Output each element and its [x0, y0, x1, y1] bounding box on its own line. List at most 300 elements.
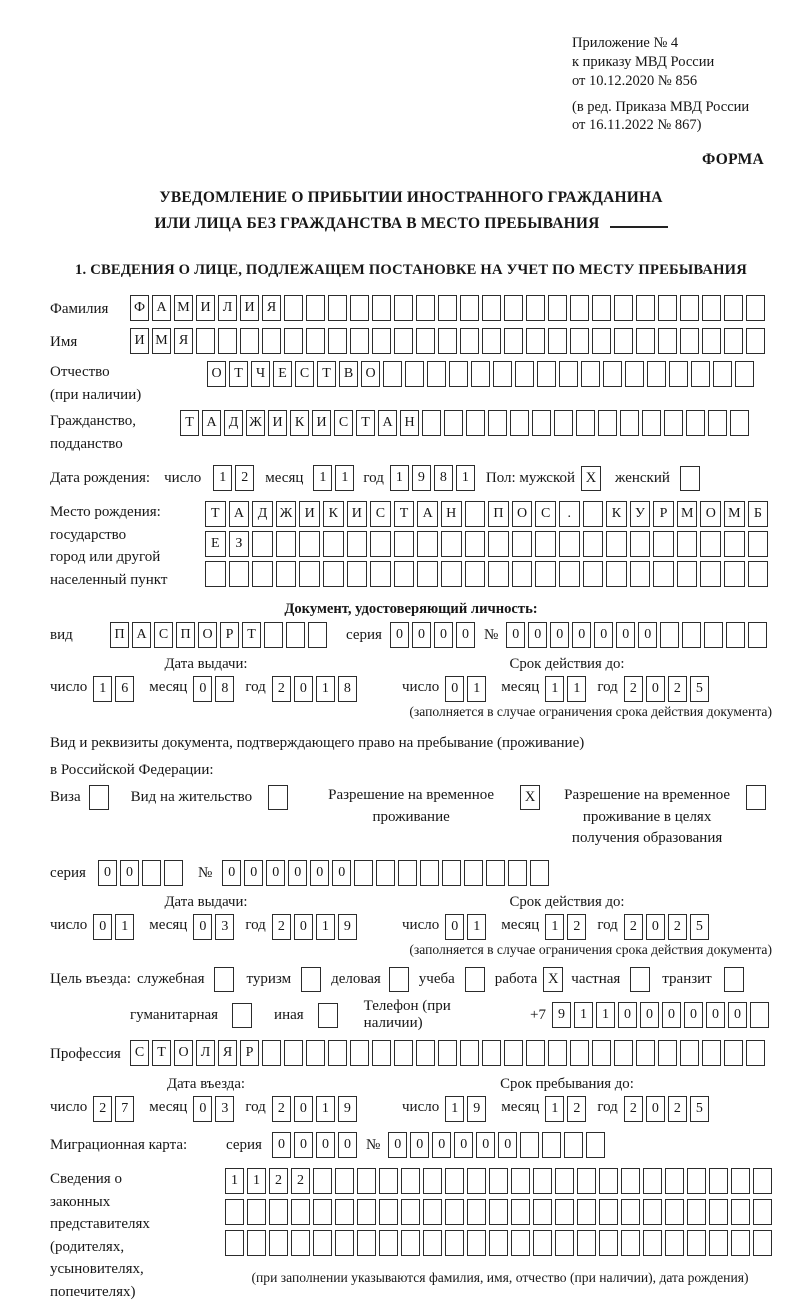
char-box[interactable]: 8: [215, 676, 234, 702]
char-box[interactable]: [291, 1199, 310, 1225]
char-box[interactable]: 0: [498, 1132, 517, 1158]
char-box[interactable]: [621, 1168, 640, 1194]
char-box[interactable]: [372, 1040, 391, 1066]
char-box[interactable]: 2: [668, 1096, 687, 1122]
char-box[interactable]: [748, 561, 769, 587]
char-box[interactable]: 0: [310, 860, 329, 886]
char-box[interactable]: 1: [316, 1096, 335, 1122]
char-box[interactable]: [614, 1040, 633, 1066]
char-box[interactable]: 5: [690, 914, 709, 940]
char-box[interactable]: 0: [316, 1132, 335, 1158]
char-box[interactable]: [548, 1040, 567, 1066]
char-box[interactable]: [559, 561, 580, 587]
purpose-opt-business-checkbox[interactable]: [214, 967, 234, 992]
char-box[interactable]: 7: [115, 1096, 134, 1122]
char-box[interactable]: 1: [115, 914, 134, 940]
char-box[interactable]: [379, 1168, 398, 1194]
char-box[interactable]: [724, 561, 745, 587]
char-box[interactable]: [328, 295, 347, 321]
char-box[interactable]: [570, 295, 589, 321]
char-box[interactable]: [726, 622, 745, 648]
char-box[interactable]: 0: [332, 860, 351, 886]
char-box[interactable]: С: [130, 1040, 149, 1066]
char-box[interactable]: П: [110, 622, 129, 648]
char-box[interactable]: [444, 410, 463, 436]
char-box[interactable]: [559, 361, 578, 387]
char-box[interactable]: [512, 531, 533, 557]
char-box[interactable]: [482, 1040, 501, 1066]
char-box[interactable]: [564, 1132, 583, 1158]
char-box[interactable]: [252, 531, 273, 557]
char-box[interactable]: [511, 1230, 530, 1256]
char-box[interactable]: [746, 1040, 765, 1066]
char-box[interactable]: С: [295, 361, 314, 387]
char-box[interactable]: [335, 1230, 354, 1256]
char-box[interactable]: [592, 328, 611, 354]
char-box[interactable]: [526, 328, 545, 354]
char-box[interactable]: [653, 531, 674, 557]
char-box[interactable]: 0: [193, 1096, 212, 1122]
char-box[interactable]: С: [334, 410, 353, 436]
char-box[interactable]: [394, 1040, 413, 1066]
char-box[interactable]: [512, 561, 533, 587]
char-box[interactable]: 0: [550, 622, 569, 648]
char-box[interactable]: 9: [338, 1096, 357, 1122]
char-box[interactable]: [269, 1199, 288, 1225]
char-box[interactable]: [465, 531, 486, 557]
char-box[interactable]: Л: [196, 1040, 215, 1066]
char-box[interactable]: [665, 1230, 684, 1256]
char-box[interactable]: Я: [218, 1040, 237, 1066]
char-box[interactable]: Т: [394, 501, 415, 527]
char-box[interactable]: [262, 1040, 281, 1066]
char-box[interactable]: М: [724, 501, 745, 527]
char-box[interactable]: 0: [120, 860, 139, 886]
char-box[interactable]: Т: [152, 1040, 171, 1066]
char-box[interactable]: [520, 1132, 539, 1158]
char-box[interactable]: [576, 410, 595, 436]
char-box[interactable]: 0: [272, 1132, 291, 1158]
char-box[interactable]: [441, 561, 462, 587]
char-box[interactable]: [350, 1040, 369, 1066]
char-box[interactable]: 0: [294, 1096, 313, 1122]
char-box[interactable]: [533, 1168, 552, 1194]
char-box[interactable]: [460, 295, 479, 321]
char-box[interactable]: [636, 295, 655, 321]
char-box[interactable]: 0: [222, 860, 241, 886]
char-box[interactable]: [308, 622, 327, 648]
char-box[interactable]: [724, 1040, 743, 1066]
char-box[interactable]: [225, 1199, 244, 1225]
char-box[interactable]: [376, 860, 395, 886]
char-box[interactable]: 0: [506, 622, 525, 648]
char-box[interactable]: Р: [653, 501, 674, 527]
char-box[interactable]: 1: [313, 465, 332, 491]
char-box[interactable]: 2: [624, 914, 643, 940]
char-box[interactable]: 0: [294, 1132, 313, 1158]
char-box[interactable]: [504, 295, 523, 321]
char-box[interactable]: 0: [616, 622, 635, 648]
char-box[interactable]: И: [268, 410, 287, 436]
char-box[interactable]: 1: [316, 914, 335, 940]
char-box[interactable]: [398, 860, 417, 886]
char-box[interactable]: 1: [545, 1096, 564, 1122]
char-box[interactable]: 2: [272, 676, 291, 702]
char-box[interactable]: [555, 1230, 574, 1256]
char-box[interactable]: Д: [224, 410, 243, 436]
char-box[interactable]: [218, 328, 237, 354]
sex-male-checkbox[interactable]: X: [581, 466, 601, 491]
purpose-opt-humanitarian-checkbox[interactable]: [232, 1003, 252, 1028]
char-box[interactable]: 0: [640, 1002, 659, 1028]
char-box[interactable]: [164, 860, 183, 886]
char-box[interactable]: [423, 1168, 442, 1194]
char-box[interactable]: [229, 561, 250, 587]
char-box[interactable]: [464, 860, 483, 886]
char-box[interactable]: И: [347, 501, 368, 527]
char-box[interactable]: [471, 361, 490, 387]
char-box[interactable]: 1: [247, 1168, 266, 1194]
char-box[interactable]: [532, 410, 551, 436]
char-box[interactable]: [708, 410, 727, 436]
char-box[interactable]: [423, 1230, 442, 1256]
char-box[interactable]: [630, 531, 651, 557]
char-box[interactable]: [449, 361, 468, 387]
char-box[interactable]: [700, 561, 721, 587]
char-box[interactable]: [488, 561, 509, 587]
char-box[interactable]: [753, 1168, 772, 1194]
char-box[interactable]: 2: [567, 1096, 586, 1122]
char-box[interactable]: 0: [388, 1132, 407, 1158]
char-box[interactable]: [445, 1168, 464, 1194]
char-box[interactable]: [291, 1230, 310, 1256]
char-box[interactable]: [372, 295, 391, 321]
char-box[interactable]: [417, 561, 438, 587]
char-box[interactable]: [438, 328, 457, 354]
char-box[interactable]: [731, 1230, 750, 1256]
char-box[interactable]: [460, 328, 479, 354]
purpose-opt-other-checkbox[interactable]: [318, 1003, 338, 1028]
char-box[interactable]: 2: [269, 1168, 288, 1194]
char-box[interactable]: 0: [706, 1002, 725, 1028]
char-box[interactable]: [511, 1199, 530, 1225]
char-box[interactable]: [753, 1199, 772, 1225]
char-box[interactable]: 0: [646, 914, 665, 940]
char-box[interactable]: [423, 1199, 442, 1225]
char-box[interactable]: [394, 328, 413, 354]
char-box[interactable]: В: [339, 361, 358, 387]
char-box[interactable]: 5: [690, 676, 709, 702]
char-box[interactable]: С: [154, 622, 173, 648]
char-box[interactable]: [598, 410, 617, 436]
char-box[interactable]: [642, 410, 661, 436]
char-box[interactable]: Ж: [246, 410, 265, 436]
char-box[interactable]: 0: [338, 1132, 357, 1158]
char-box[interactable]: [466, 410, 485, 436]
char-box[interactable]: 0: [728, 1002, 747, 1028]
char-box[interactable]: 1: [390, 465, 409, 491]
char-box[interactable]: [225, 1230, 244, 1256]
char-box[interactable]: [658, 328, 677, 354]
char-box[interactable]: У: [630, 501, 651, 527]
char-box[interactable]: 2: [291, 1168, 310, 1194]
char-box[interactable]: [586, 1132, 605, 1158]
char-box[interactable]: [284, 1040, 303, 1066]
char-box[interactable]: [658, 295, 677, 321]
char-box[interactable]: 0: [456, 622, 475, 648]
char-box[interactable]: [620, 410, 639, 436]
char-box[interactable]: [306, 1040, 325, 1066]
char-box[interactable]: [709, 1168, 728, 1194]
char-box[interactable]: [577, 1230, 596, 1256]
char-box[interactable]: [682, 622, 701, 648]
char-box[interactable]: [482, 328, 501, 354]
char-box[interactable]: [394, 295, 413, 321]
char-box[interactable]: [687, 1199, 706, 1225]
char-box[interactable]: [592, 295, 611, 321]
char-box[interactable]: 1: [596, 1002, 615, 1028]
char-box[interactable]: [422, 410, 441, 436]
char-box[interactable]: [583, 531, 604, 557]
char-box[interactable]: [724, 328, 743, 354]
char-box[interactable]: [680, 328, 699, 354]
char-box[interactable]: Р: [220, 622, 239, 648]
sex-female-checkbox[interactable]: [680, 466, 700, 491]
char-box[interactable]: [504, 1040, 523, 1066]
char-box[interactable]: 2: [93, 1096, 112, 1122]
char-box[interactable]: Е: [273, 361, 292, 387]
char-box[interactable]: [577, 1199, 596, 1225]
char-box[interactable]: [583, 561, 604, 587]
char-box[interactable]: [335, 1168, 354, 1194]
char-box[interactable]: [533, 1199, 552, 1225]
char-box[interactable]: [427, 361, 446, 387]
char-box[interactable]: [262, 328, 281, 354]
char-box[interactable]: 2: [668, 914, 687, 940]
char-box[interactable]: 1: [467, 914, 486, 940]
char-box[interactable]: [416, 295, 435, 321]
char-box[interactable]: [313, 1168, 332, 1194]
char-box[interactable]: [535, 561, 556, 587]
char-box[interactable]: [420, 860, 439, 886]
char-box[interactable]: 0: [410, 1132, 429, 1158]
char-box[interactable]: [548, 295, 567, 321]
char-box[interactable]: [405, 361, 424, 387]
char-box[interactable]: [394, 531, 415, 557]
char-box[interactable]: М: [152, 328, 171, 354]
char-box[interactable]: [680, 1040, 699, 1066]
char-box[interactable]: [284, 328, 303, 354]
char-box[interactable]: [555, 1168, 574, 1194]
char-box[interactable]: А: [202, 410, 221, 436]
char-box[interactable]: [467, 1199, 486, 1225]
char-box[interactable]: [709, 1199, 728, 1225]
char-box[interactable]: [533, 1230, 552, 1256]
char-box[interactable]: Т: [205, 501, 226, 527]
char-box[interactable]: [735, 361, 754, 387]
char-box[interactable]: Я: [174, 328, 193, 354]
char-box[interactable]: 1: [456, 465, 475, 491]
char-box[interactable]: [592, 1040, 611, 1066]
char-box[interactable]: И: [130, 328, 149, 354]
char-box[interactable]: И: [240, 295, 259, 321]
char-box[interactable]: [252, 561, 273, 587]
char-box[interactable]: [467, 1230, 486, 1256]
char-box[interactable]: [599, 1199, 618, 1225]
char-box[interactable]: [372, 328, 391, 354]
char-box[interactable]: [438, 295, 457, 321]
char-box[interactable]: Т: [242, 622, 261, 648]
char-box[interactable]: [276, 561, 297, 587]
char-box[interactable]: И: [299, 501, 320, 527]
char-box[interactable]: 0: [432, 1132, 451, 1158]
char-box[interactable]: [709, 1230, 728, 1256]
char-box[interactable]: [401, 1168, 420, 1194]
char-box[interactable]: 0: [454, 1132, 473, 1158]
char-box[interactable]: К: [323, 501, 344, 527]
char-box[interactable]: [691, 361, 710, 387]
char-box[interactable]: [370, 561, 391, 587]
char-box[interactable]: 2: [235, 465, 254, 491]
char-box[interactable]: 1: [225, 1168, 244, 1194]
char-box[interactable]: [511, 1168, 530, 1194]
char-box[interactable]: 9: [412, 465, 431, 491]
purpose-opt-commercial-checkbox[interactable]: [389, 967, 409, 992]
char-box[interactable]: 0: [594, 622, 613, 648]
char-box[interactable]: [530, 860, 549, 886]
char-box[interactable]: 0: [193, 676, 212, 702]
char-box[interactable]: 9: [467, 1096, 486, 1122]
char-box[interactable]: 2: [624, 676, 643, 702]
char-box[interactable]: [493, 361, 512, 387]
char-box[interactable]: [354, 860, 373, 886]
char-box[interactable]: 0: [445, 914, 464, 940]
char-box[interactable]: [570, 1040, 589, 1066]
char-box[interactable]: [510, 410, 529, 436]
char-box[interactable]: [379, 1199, 398, 1225]
char-box[interactable]: О: [512, 501, 533, 527]
char-box[interactable]: Н: [400, 410, 419, 436]
char-box[interactable]: [357, 1199, 376, 1225]
char-box[interactable]: [537, 361, 556, 387]
char-box[interactable]: [299, 561, 320, 587]
char-box[interactable]: [750, 1002, 769, 1028]
char-box[interactable]: 0: [646, 676, 665, 702]
char-box[interactable]: [488, 531, 509, 557]
char-box[interactable]: П: [488, 501, 509, 527]
char-box[interactable]: [606, 561, 627, 587]
char-box[interactable]: 3: [215, 914, 234, 940]
residence-permit-checkbox[interactable]: [268, 785, 288, 810]
char-box[interactable]: [665, 1199, 684, 1225]
char-box[interactable]: Ч: [251, 361, 270, 387]
char-box[interactable]: [247, 1230, 266, 1256]
char-box[interactable]: [606, 531, 627, 557]
char-box[interactable]: [526, 295, 545, 321]
char-box[interactable]: 0: [193, 914, 212, 940]
char-box[interactable]: [748, 531, 769, 557]
char-box[interactable]: [299, 531, 320, 557]
char-box[interactable]: С: [370, 501, 391, 527]
char-box[interactable]: [465, 561, 486, 587]
char-box[interactable]: Е: [205, 531, 226, 557]
purpose-opt-transit-checkbox[interactable]: [724, 967, 744, 992]
char-box[interactable]: [724, 531, 745, 557]
char-box[interactable]: [603, 361, 622, 387]
char-box[interactable]: [489, 1168, 508, 1194]
char-box[interactable]: [196, 328, 215, 354]
char-box[interactable]: Р: [240, 1040, 259, 1066]
char-box[interactable]: [724, 295, 743, 321]
char-box[interactable]: [383, 361, 402, 387]
char-box[interactable]: [702, 328, 721, 354]
char-box[interactable]: [704, 622, 723, 648]
char-box[interactable]: 0: [434, 622, 453, 648]
char-box[interactable]: [702, 1040, 721, 1066]
char-box[interactable]: [559, 531, 580, 557]
purpose-opt-tourism-checkbox[interactable]: [301, 967, 321, 992]
char-box[interactable]: К: [606, 501, 627, 527]
char-box[interactable]: 0: [638, 622, 657, 648]
char-box[interactable]: М: [677, 501, 698, 527]
char-box[interactable]: 0: [662, 1002, 681, 1028]
char-box[interactable]: [489, 1199, 508, 1225]
char-box[interactable]: 0: [294, 914, 313, 940]
char-box[interactable]: [677, 561, 698, 587]
char-box[interactable]: [753, 1230, 772, 1256]
char-box[interactable]: [687, 1168, 706, 1194]
char-box[interactable]: 2: [624, 1096, 643, 1122]
char-box[interactable]: [636, 328, 655, 354]
char-box[interactable]: О: [700, 501, 721, 527]
char-box[interactable]: [357, 1168, 376, 1194]
char-box[interactable]: [677, 531, 698, 557]
char-box[interactable]: П: [176, 622, 195, 648]
char-box[interactable]: [746, 295, 765, 321]
char-box[interactable]: 2: [668, 676, 687, 702]
char-box[interactable]: С: [535, 501, 556, 527]
char-box[interactable]: [379, 1230, 398, 1256]
char-box[interactable]: О: [361, 361, 380, 387]
char-box[interactable]: [614, 328, 633, 354]
char-box[interactable]: [417, 531, 438, 557]
char-box[interactable]: [416, 328, 435, 354]
char-box[interactable]: [350, 328, 369, 354]
char-box[interactable]: 1: [335, 465, 354, 491]
char-box[interactable]: Т: [229, 361, 248, 387]
char-box[interactable]: Т: [356, 410, 375, 436]
char-box[interactable]: [482, 295, 501, 321]
char-box[interactable]: А: [152, 295, 171, 321]
char-box[interactable]: [653, 561, 674, 587]
char-box[interactable]: [731, 1168, 750, 1194]
char-box[interactable]: 0: [646, 1096, 665, 1122]
char-box[interactable]: [636, 1040, 655, 1066]
char-box[interactable]: О: [207, 361, 226, 387]
char-box[interactable]: 0: [476, 1132, 495, 1158]
char-box[interactable]: М: [174, 295, 193, 321]
char-box[interactable]: [313, 1199, 332, 1225]
char-box[interactable]: [205, 561, 226, 587]
char-box[interactable]: 1: [316, 676, 335, 702]
char-box[interactable]: И: [312, 410, 331, 436]
char-box[interactable]: 9: [552, 1002, 571, 1028]
char-box[interactable]: [306, 328, 325, 354]
purpose-opt-work-checkbox[interactable]: X: [543, 967, 563, 992]
char-box[interactable]: [730, 410, 749, 436]
char-box[interactable]: [467, 1168, 486, 1194]
char-box[interactable]: [583, 501, 604, 527]
